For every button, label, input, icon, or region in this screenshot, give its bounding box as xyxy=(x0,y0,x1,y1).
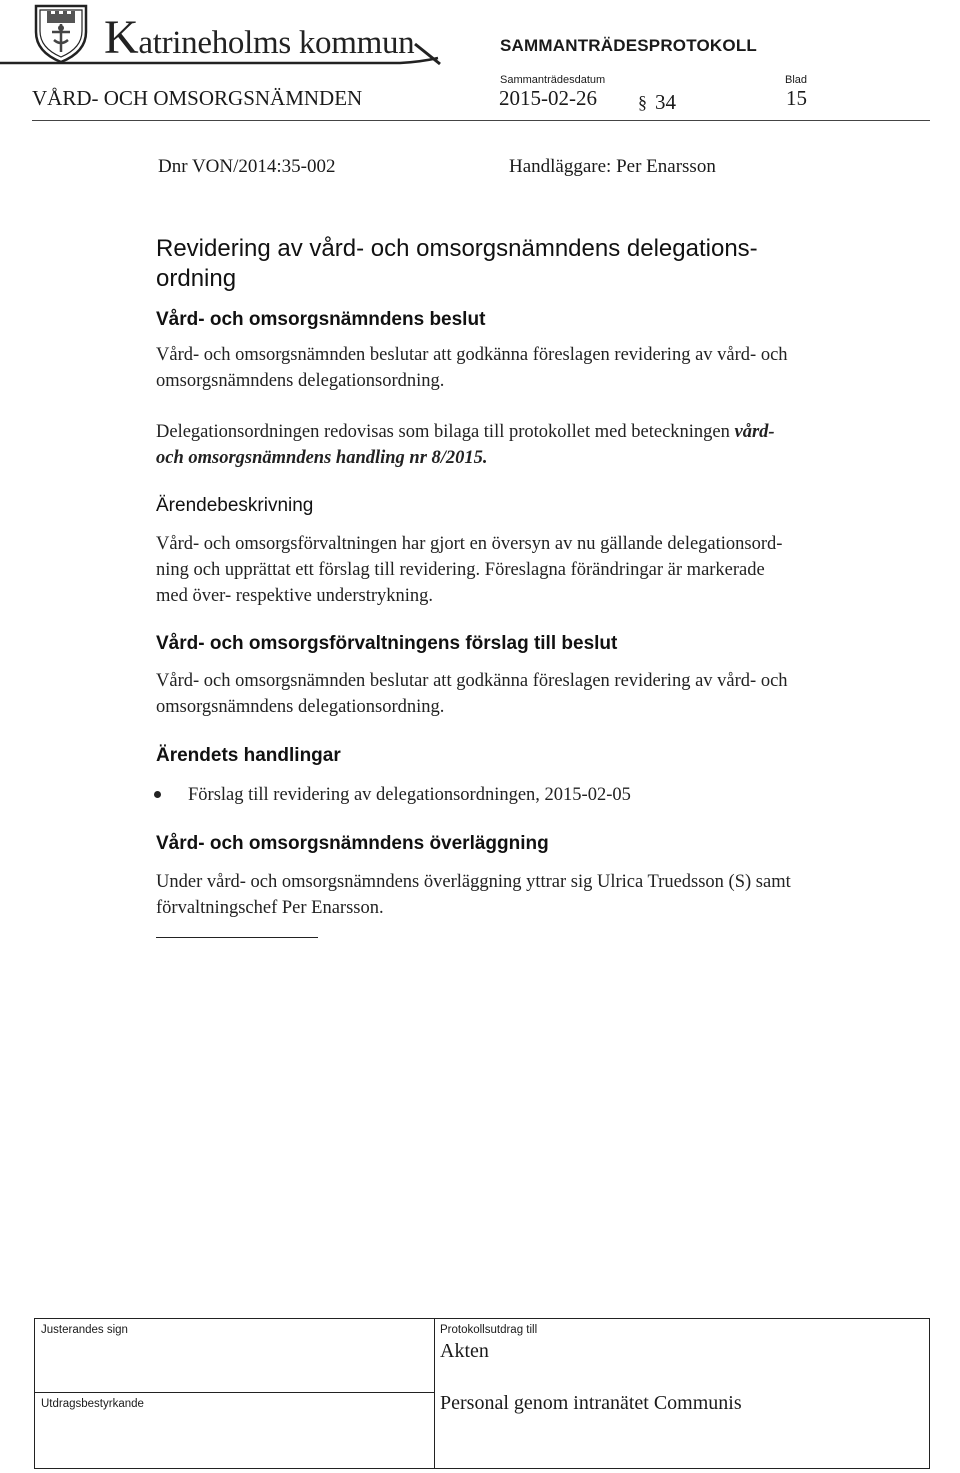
arende-heading: Ärendebeskrivning xyxy=(156,495,314,516)
arende-line-1: Vård- och omsorgsförvaltningen har gjort en översyn av nu gällande delegationsord- xyxy=(156,534,783,554)
signature-box-divider xyxy=(434,1318,435,1469)
utdragsbestyrkande-label: Utdragsbestyrkande xyxy=(41,1398,144,1410)
beslut-text xyxy=(156,342,916,394)
list-item xyxy=(156,782,916,808)
protokollsutdrag-personal: Personal genom intranätet Communis xyxy=(440,1392,742,1414)
page-number: 15 xyxy=(786,86,807,110)
forslag-line-2: omsorgsnämndens delegationsordning. xyxy=(156,697,445,717)
delegation-italic-2: och omsorgsnämndens handling nr 8/2015. xyxy=(156,448,488,468)
title-line-1: Revidering av vård- och omsorgsnämndens delegations- xyxy=(156,235,758,262)
handlingar-heading: Ärendets handlingar xyxy=(156,745,341,766)
delegation-line-1: Delegationsordningen redovisas som bilaga till protokollet med beteckningen xyxy=(156,422,735,442)
forslag-text xyxy=(156,668,916,720)
blad-label: Blad xyxy=(785,74,808,86)
overlaggning-heading: Vård- och omsorgsnämndens överläggning xyxy=(156,833,549,854)
arende-line-3: med över- respektive understrykning. xyxy=(156,586,434,606)
paragraph-number: 34 xyxy=(655,90,676,114)
protokollsutdrag-akten: Akten xyxy=(440,1340,489,1362)
protokollsutdrag-label: Protokollsutdrag till xyxy=(440,1324,538,1336)
paragraph-sign: § xyxy=(638,92,647,112)
beslut-line-2: omsorgsnämndens delegationsordning. xyxy=(156,371,445,391)
kommun-name xyxy=(104,11,415,64)
dnr: Dnr VON/2014:35-002 xyxy=(158,156,336,177)
delegation-text xyxy=(156,419,916,471)
forslag-heading: Vård- och omsorgsförvaltningens förslag till beslut xyxy=(156,633,618,654)
signature-box-row-divider xyxy=(34,1392,434,1393)
protocol-title: SAMMANTRÄDESPROTOKOLL xyxy=(500,36,757,55)
arende-text xyxy=(156,531,916,609)
meeting-date: 2015-02-26 xyxy=(499,86,597,110)
overlaggning-line-2: förvaltningschef Per Enarsson. xyxy=(156,898,384,918)
date-label: Sammanträdesdatum xyxy=(500,74,606,86)
title-line-2: ordning xyxy=(156,265,237,292)
header-divider xyxy=(32,120,930,121)
beslut-line-1: Vård- och omsorgsnämnden beslutar att godkänna föreslagen revidering av vård- och xyxy=(156,345,788,365)
justerandes-sign-label: Justerandes sign xyxy=(41,1324,128,1336)
handlingar-list xyxy=(156,782,916,808)
handlaggare: Handläggare: Per Enarsson xyxy=(509,156,716,177)
overlaggning-line-1: Under vård- och omsorgsnämndens överläggning yttrar sig Ulrica Truedsson (S) samt xyxy=(156,872,791,892)
beslut-heading: Vård- och omsorgsnämndens beslut xyxy=(156,309,486,330)
delegation-italic-1: vård- xyxy=(734,422,775,442)
coat-of-arms-icon xyxy=(32,2,90,64)
list-item-text: Förslag till revidering av delegationsordningen, 2015-02-05 xyxy=(188,785,631,805)
forslag-line-1: Vård- och omsorgsnämnden beslutar att godkänna föreslagen revidering av vård- och xyxy=(156,671,788,691)
end-divider xyxy=(156,937,318,938)
kommun-name-initial: K xyxy=(104,11,139,64)
arende-line-2: ning och upprättat ett förslag till revidering. Föreslagna förändringar är markerade xyxy=(156,560,765,580)
bullet-icon xyxy=(154,791,161,798)
board-name: VÅRD- OCH OMSORGSNÄMNDEN xyxy=(32,86,363,110)
document-title xyxy=(156,234,916,294)
overlaggning-text xyxy=(156,869,916,921)
kommun-name-rest: atrineholms kommun xyxy=(138,25,415,61)
